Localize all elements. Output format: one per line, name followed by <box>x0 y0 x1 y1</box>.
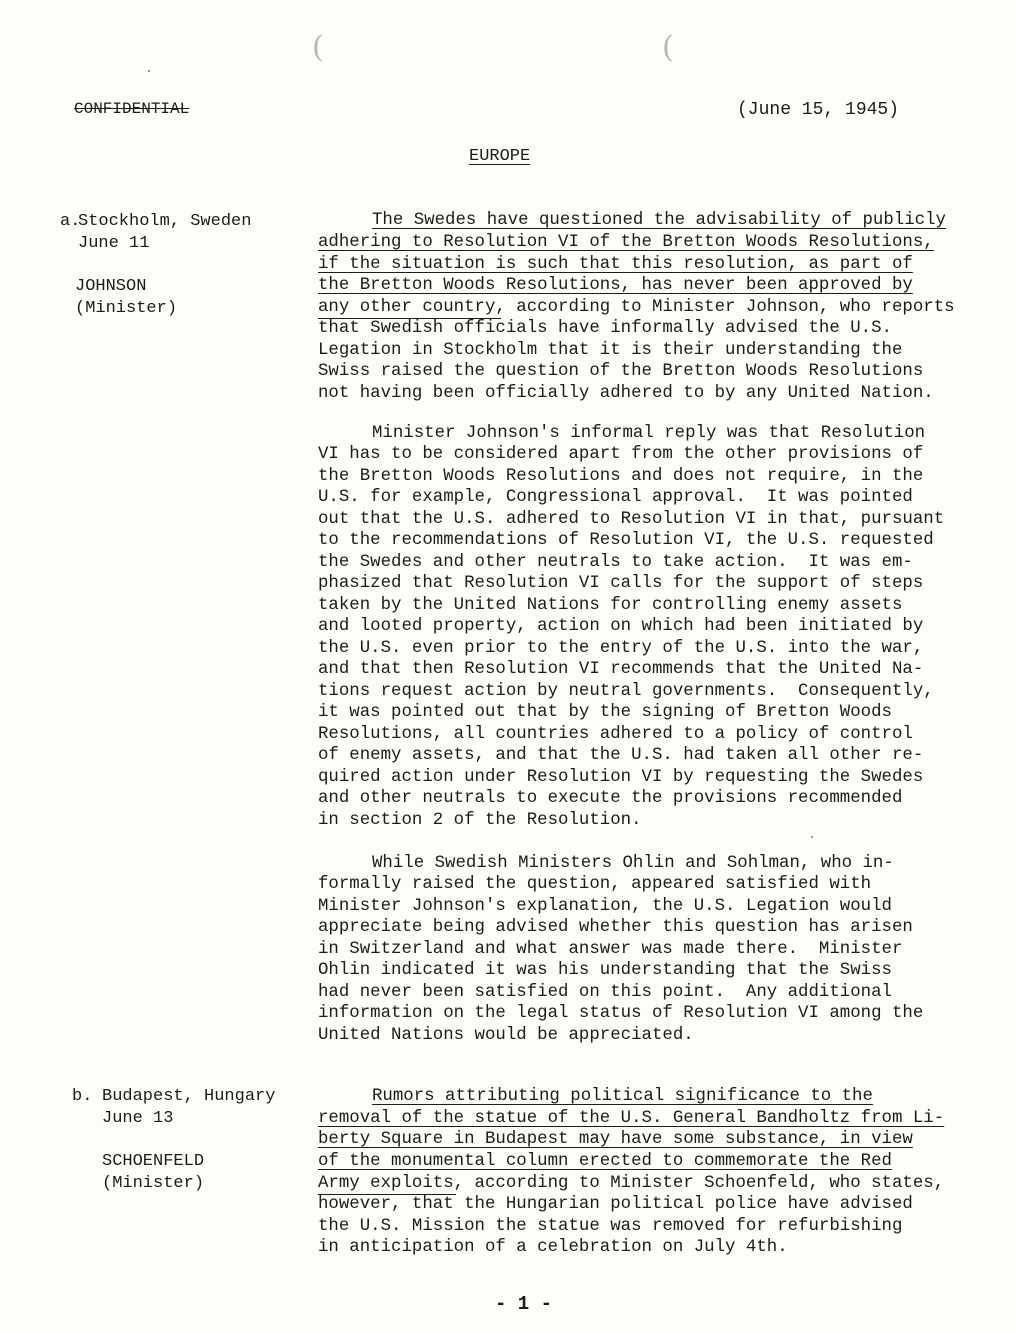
text-line: The Swedes have questioned the advisability of publicly <box>372 211 946 230</box>
text-line: that Swedish officials have informally advised the U.S. <box>318 319 892 338</box>
text-line: United Nations would be appreciated. <box>318 1026 694 1045</box>
underline-mark <box>318 1194 456 1195</box>
text-line: berty Square in Budapest may have some substance, in view <box>318 1130 913 1149</box>
entry-b-date: June 13 <box>102 1109 174 1128</box>
classification-stamp: CONFIDENTIAL <box>74 100 190 118</box>
text-line: and other neutrals to execute the provisions recommended <box>318 789 903 808</box>
text-line: taken by the United Nations for controlling enemy assets <box>318 596 903 615</box>
text-line: to the recommendations of Resolution VI, the U.S. requested <box>318 531 934 550</box>
text-line: and that then Resolution VI recommends that the United Na- <box>318 660 924 679</box>
text-line: it was pointed out that by the signing of Bretton Woods <box>318 703 892 722</box>
text-line: quired action under Resolution VI by requesting the Swedes <box>318 768 924 787</box>
entry-a-location: Stockholm, Sweden <box>78 212 252 231</box>
text-line: the U.S. even prior to the entry of the U.S. into the war, <box>318 639 924 658</box>
entry-a-official: JOHNSON <box>75 277 147 296</box>
entry-a-date: June 11 <box>78 234 150 253</box>
text-line: not having been officially adhered to by any United Nation. <box>318 384 934 403</box>
scan-artifact: ( <box>312 30 324 65</box>
entry-b-index: b. <box>72 1087 93 1106</box>
section-title: EUROPE <box>469 147 531 166</box>
text-line: if the situation is such that this resolution, as part of <box>318 255 913 274</box>
text-line: Swiss raised the question of the Bretton Woods Resolutions <box>318 362 924 381</box>
text-line: in anticipation of a celebration on July 4th. <box>318 1238 788 1257</box>
text-line: phasized that Resolution VI calls for the support of steps <box>318 574 924 593</box>
text-line: had never been satisfied on this point. Any additional <box>318 983 892 1002</box>
text-line: adhering to Resolution VI of the Bretton Woods Resolutions, <box>318 233 934 252</box>
entry-a-index: a. <box>60 212 81 231</box>
text-line: Army exploits, according to Minister Schoenfeld, who states, <box>318 1174 945 1193</box>
text-line: information on the legal status of Resolution VI among the <box>318 1004 924 1023</box>
text-line: Minister Johnson's informal reply was that Resolution <box>372 424 926 443</box>
text-line: and looted property, action on which had been initiated by <box>318 617 924 636</box>
scan-speck <box>811 836 813 838</box>
scan-speck <box>148 70 150 72</box>
entry-a-role: (Minister) <box>75 299 178 318</box>
text-line: the U.S. Mission the statue was removed for refurbishing <box>318 1217 903 1236</box>
text-line: Legation in Stockholm that it is their understanding the <box>318 341 903 360</box>
page-number: - 1 - <box>495 1293 553 1315</box>
text-line: removal of the statue of the U.S. General Bandholtz from Li- <box>318 1109 945 1128</box>
text-line: any other country, according to Minister Johnson, who reports <box>318 298 955 317</box>
entry-b-role: (Minister) <box>102 1174 205 1193</box>
entry-b-official: SCHOENFELD <box>102 1152 205 1171</box>
text-line: appreciate being advised whether this question has arisen <box>318 918 913 937</box>
text-line: out that the U.S. adhered to Resolution VI in that, pursuant <box>318 510 945 529</box>
text-line: tions request action by neutral governments. Consequently, <box>318 682 934 701</box>
text-line: VI has to be considered apart from the other provisions of <box>318 445 924 464</box>
text-line: While Swedish Ministers Ohlin and Sohlman, who in- <box>372 854 894 873</box>
text-line: Minister Johnson's explanation, the U.S. Legation would <box>318 897 892 916</box>
text-line: the Bretton Woods Resolutions, has never been approved by <box>318 276 913 295</box>
underline-mark <box>318 318 501 319</box>
text-line: Ohlin indicated it was his understanding that the Swiss <box>318 961 892 980</box>
text-line: U.S. for example, Congressional approval. It was pointed <box>318 488 913 507</box>
text-line: however, that the Hungarian political police have advised <box>318 1195 913 1214</box>
text-line: in Switzerland and what answer was made there. Minister <box>318 940 903 959</box>
text-line: of enemy assets, and that the U.S. had taken all other re- <box>318 746 924 765</box>
text-line: of the monumental column erected to commemorate the Red <box>318 1152 892 1171</box>
text-line: the Bretton Woods Resolutions and does not require, in the <box>318 467 924 486</box>
entry-b-location: Budapest, Hungary <box>102 1087 276 1106</box>
text-line: Rumors attributing political significance to the <box>372 1087 873 1106</box>
scan-artifact: ( <box>662 30 674 65</box>
document-date: (June 15, 1945) <box>737 100 900 120</box>
text-line: the Swedes and other neutrals to take action. It was em- <box>318 553 913 572</box>
text-line: in section 2 of the Resolution. <box>318 811 642 830</box>
text-line: formally raised the question, appeared satisfied with <box>318 875 872 894</box>
text-line: Resolutions, all countries adhered to a policy of control <box>318 725 913 744</box>
